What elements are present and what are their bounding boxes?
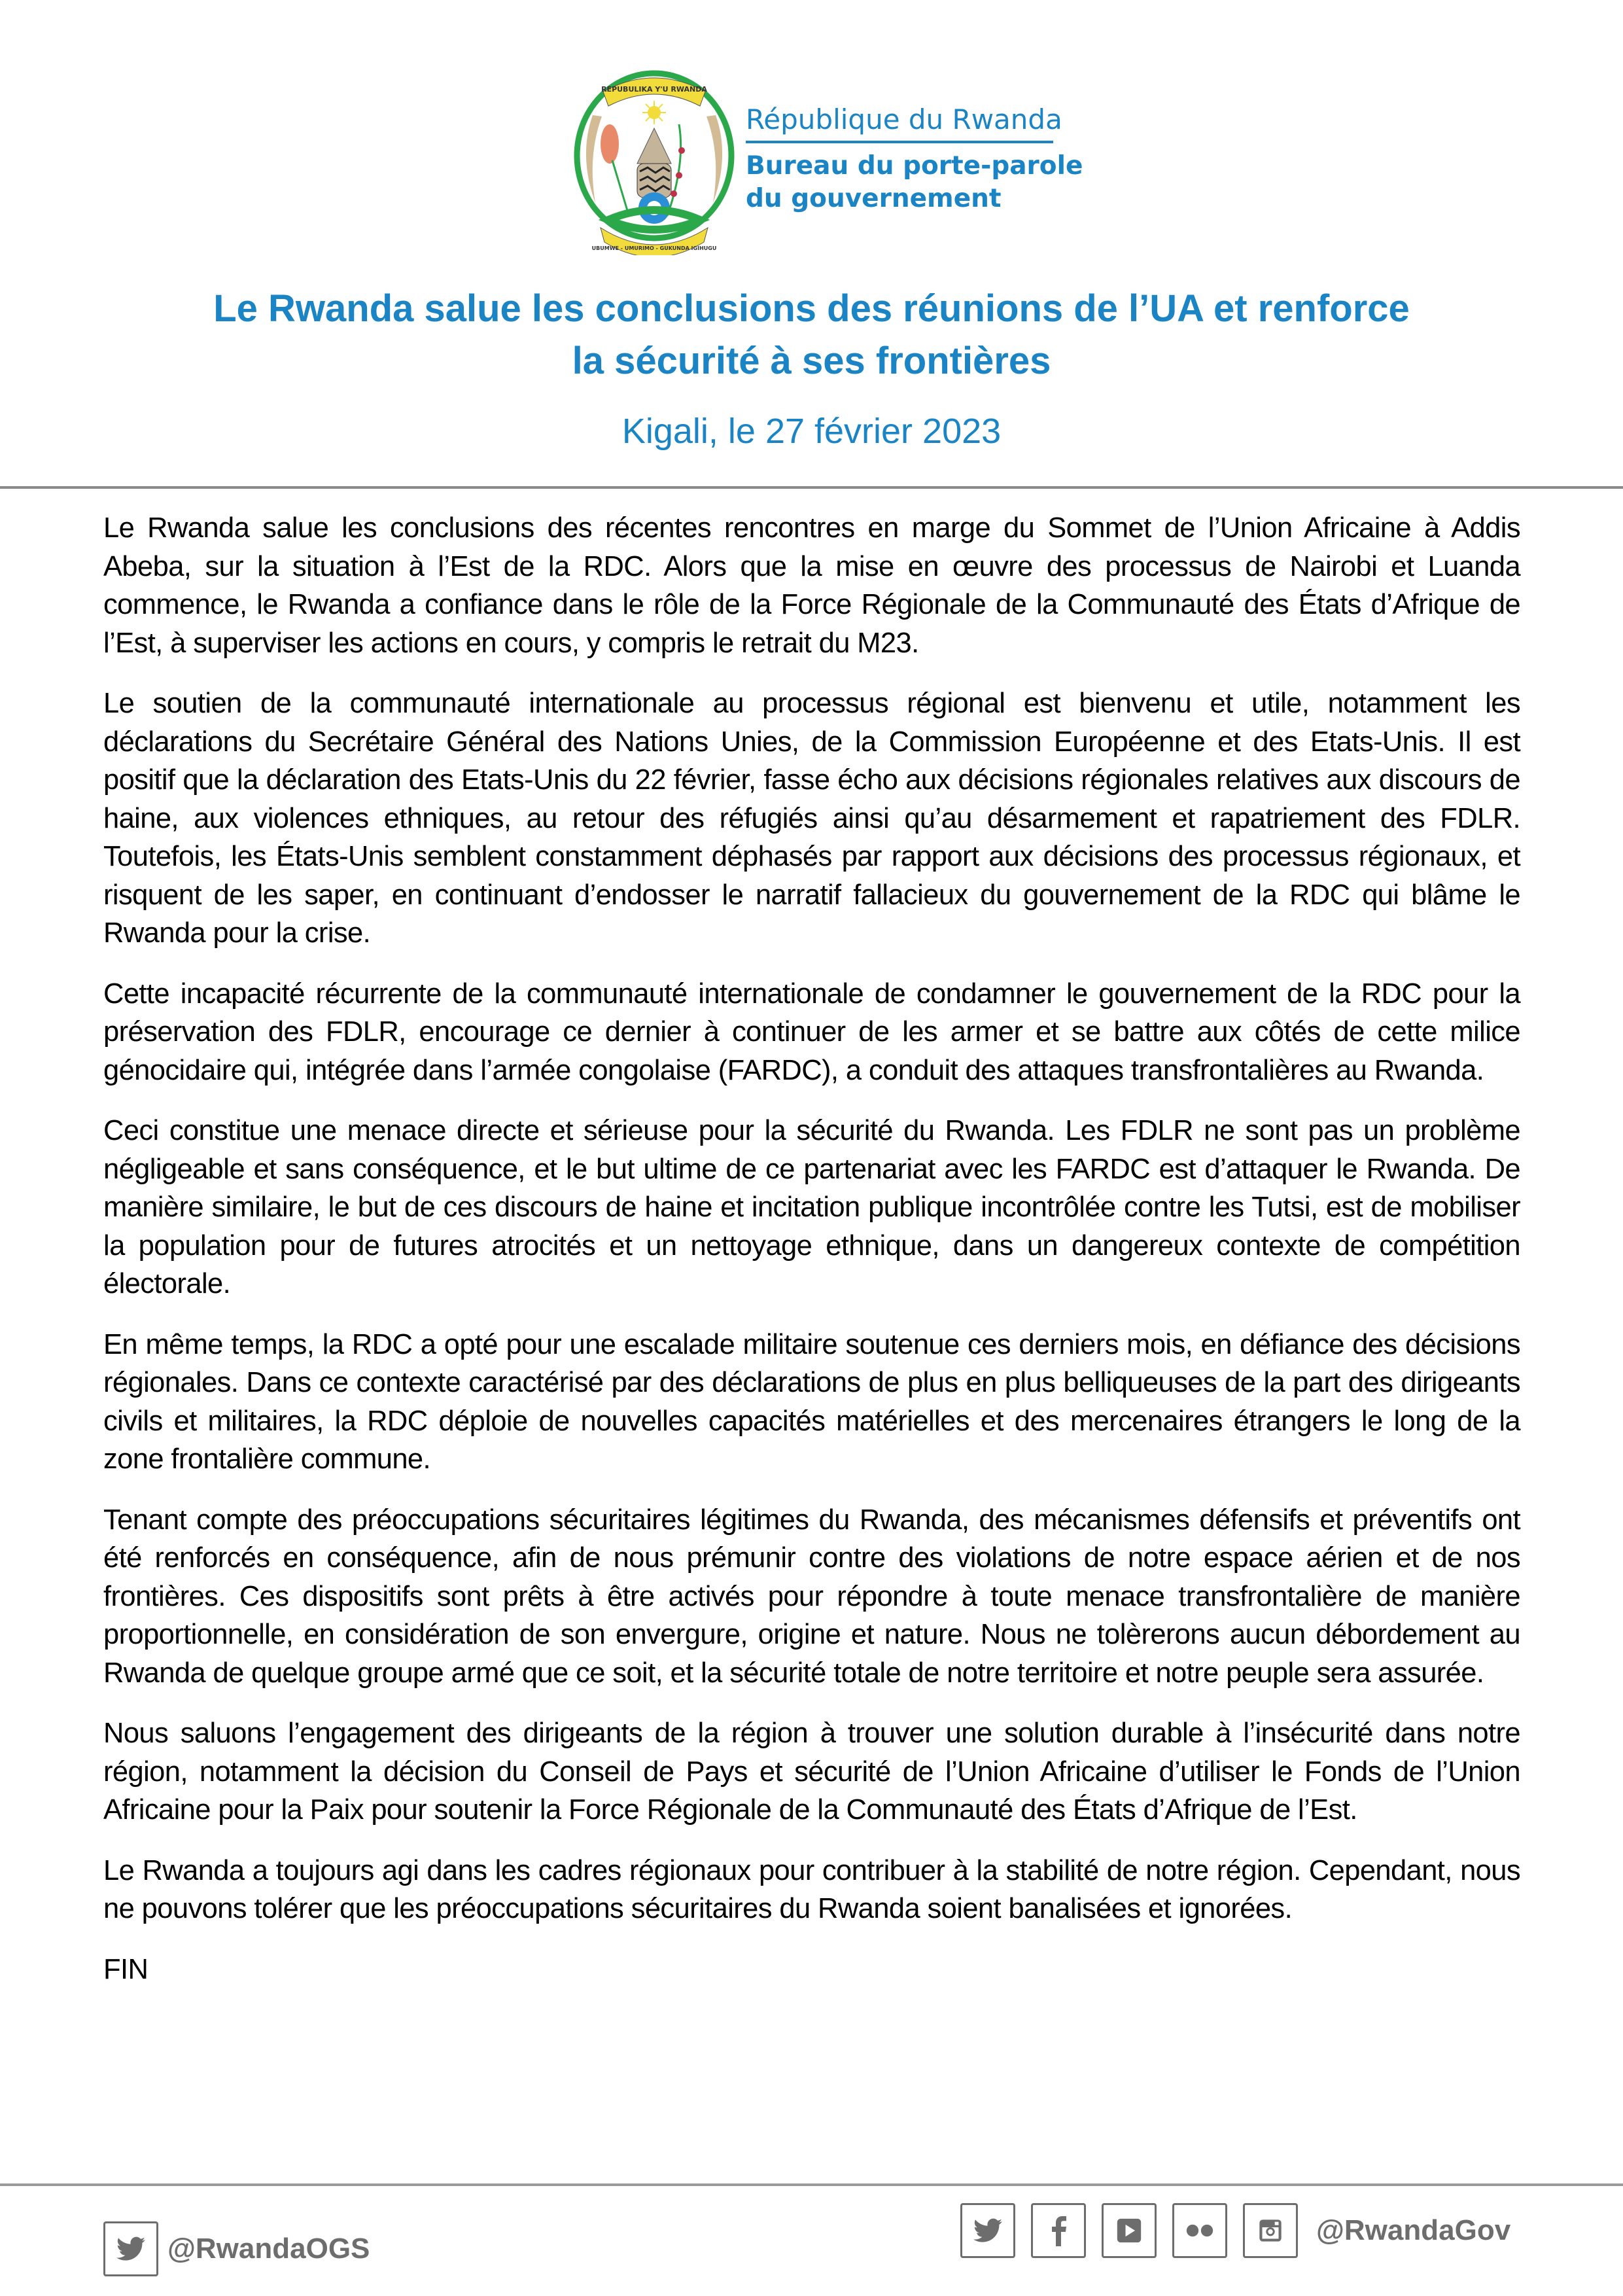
org-country: République du Rwanda [746, 103, 1053, 143]
facebook-link[interactable] [1031, 2203, 1086, 2258]
svg-text:REPUBULIKA Y'U RWANDA: REPUBULIKA Y'U RWANDA [601, 85, 707, 94]
coat-of-arms-icon [569, 65, 739, 255]
instagram-icon [1257, 2217, 1283, 2244]
paragraph-8: Le Rwanda a toujours agi dans les cadres régionaux pour contribuer à la stabilité de notre région. Cependant, nous ne pouvons tolérer que les préoccupations sécuritaires du Rwanda soient banalisées et ignorées. [103, 1854, 1520, 1924]
press-release-body [103, 509, 1520, 2011]
paragraph-3: Cette incapacité récurrente de la communauté internationale de condamner le gouvernement de la RDC pour la préservation des FDLR, encourage ce dernier à continuer de les armer et se battre aux côtés de cette milice génocidaire qui, intégrée dans l’armée congolaise (FARDC), a conduit des attaques transfrontalières au Rwanda. [103, 978, 1520, 1086]
twitter-icon [116, 2236, 145, 2262]
header-divider [0, 486, 1623, 489]
paragraph-5: En même temps, la RDC a opté pour une escalade militaire soutenue ces derniers mois, en défiance des décisions régionales. Dans ce contexte caractérisé par des déclarations de plus en plus belliqueuses de la part des dirigeants civils et militaires, la RDC déploie de nouvelles capacités matérielles et des mercenaires étrangers le long de la zone frontalière commune. [103, 1328, 1520, 1475]
flickr-link[interactable] [1172, 2203, 1227, 2258]
paragraph-6: Tenant compte des préoccupations sécuritaires légitimes du Rwanda, des mécanismes défensifs et préventifs ont été renforcés en conséquence, afin de nous prémunir contre des violations de notre espace aérien et de nos frontières. Ces dispositifs sont prêts à être activés pour répondre à toute menace transfrontalière de manière proportionnelle, en considération de son envergure, origine et nature. Nous ne tolèrerons aucun débordement au Rwanda de quelque groupe armé que ce soit, et la sécurité totale de notre territoire et notre peuple sera assurée. [103, 1504, 1520, 1689]
closing-fin: FIN [103, 1953, 148, 1985]
title-line-2: la sécurité à ses frontières [572, 340, 1051, 382]
paragraph-1: Le Rwanda salue les conclusions des récentes rencontres en marge du Sommet de l’Union Africaine à Addis Abeba, sur la situation à l’Est de la RDC. Alors que la mise en œuvre des processus de Nairobi et Luanda commence, le Rwanda a confiance dans le rôle de la Force Régionale de la Communauté des États d’Afrique de l’Est, à superviser les actions en cours, y compris le retrait du M23. [103, 512, 1520, 659]
instagram-link[interactable] [1243, 2203, 1298, 2258]
paragraph-4: Ceci constitue une menace directe et sérieuse pour la sécurité du Rwanda. Les FDLR ne sont pas un problème négligeable et sans conséquence, et le but ultime de ce partenariat avec les FARDC est d’attaquer le Rwanda. De manière similaire, le but de ces discours de haine et incitation publique incontrôlée contre les Tutsi, est de mobiliser la population pour de futures atrocités et un nettoyage ethnique, dans un dangereux contexte de compétition électorale. [103, 1115, 1520, 1299]
organization-name [746, 103, 1083, 215]
facebook-icon [1051, 2215, 1066, 2246]
org-office-line2: du gouvernement [746, 184, 1002, 213]
handle-ogs[interactable]: @RwandaOGS [167, 2233, 370, 2265]
title-line-1: Le Rwanda salue les conclusions des réunions de l’UA et renforce [213, 287, 1410, 330]
twitter-icon [973, 2217, 1002, 2244]
handle-gov[interactable]: @RwandaGov [1316, 2214, 1511, 2246]
footer-social-ogs [103, 2219, 370, 2278]
footer-divider [0, 2183, 1623, 2186]
paragraph-2: Le soutien de la communauté internationale au processus régional est bienvenu et utile, notamment les déclarations du Secrétaire Général des Nations Unies, de la Commission Européenne et des Etats-Unis. Il est positif que la déclaration des Etats-Unis du 22 février, fasse écho aux décisions régionales relatives aux discours de haine, aux violences ethniques, au retour des réfugiés ainsi qu’au désarmement et rapatriement des FDLR. Toutefois, les États-Unis semblent constamment déphasés par rapport aux décisions des processus régionaux, et risquent de les saper, en continuant d’endosser le narratif fallacieux du gouvernement de la RDC qui blâme le Rwanda pour la crise. [103, 688, 1520, 949]
youtube-link[interactable] [1102, 2203, 1157, 2258]
dateline: Kigali, le 27 février 2023 [621, 412, 1002, 451]
youtube-icon [1115, 2217, 1143, 2244]
twitter-link-gov[interactable] [960, 2203, 1015, 2258]
twitter-link-ogs[interactable] [103, 2221, 158, 2276]
org-office-line1: Bureau du porte-parole [746, 151, 1083, 181]
footer-social-gov [960, 2201, 1510, 2260]
letterhead [569, 65, 1083, 255]
press-release-title [65, 283, 1558, 387]
paragraph-7: Nous saluons l’engagement des dirigeants de la région à trouver une solution durable à l’insécurité dans notre région, notamment la décision du Conseil de Pays et sécurité de l’Union Africaine d’utiliser le Fonds de l’Union Africaine pour la Paix pour soutenir la Force Régionale de la Communauté des États d’Afrique de l’Est. [103, 1718, 1520, 1826]
svg-text:UBUMWE - UMURIMO - GUKUNDA IGI: UBUMWE - UMURIMO - GUKUNDA IGIHUGU [591, 245, 717, 251]
coat-of-arms-emblem [569, 65, 739, 255]
flickr-icon [1185, 2223, 1214, 2238]
